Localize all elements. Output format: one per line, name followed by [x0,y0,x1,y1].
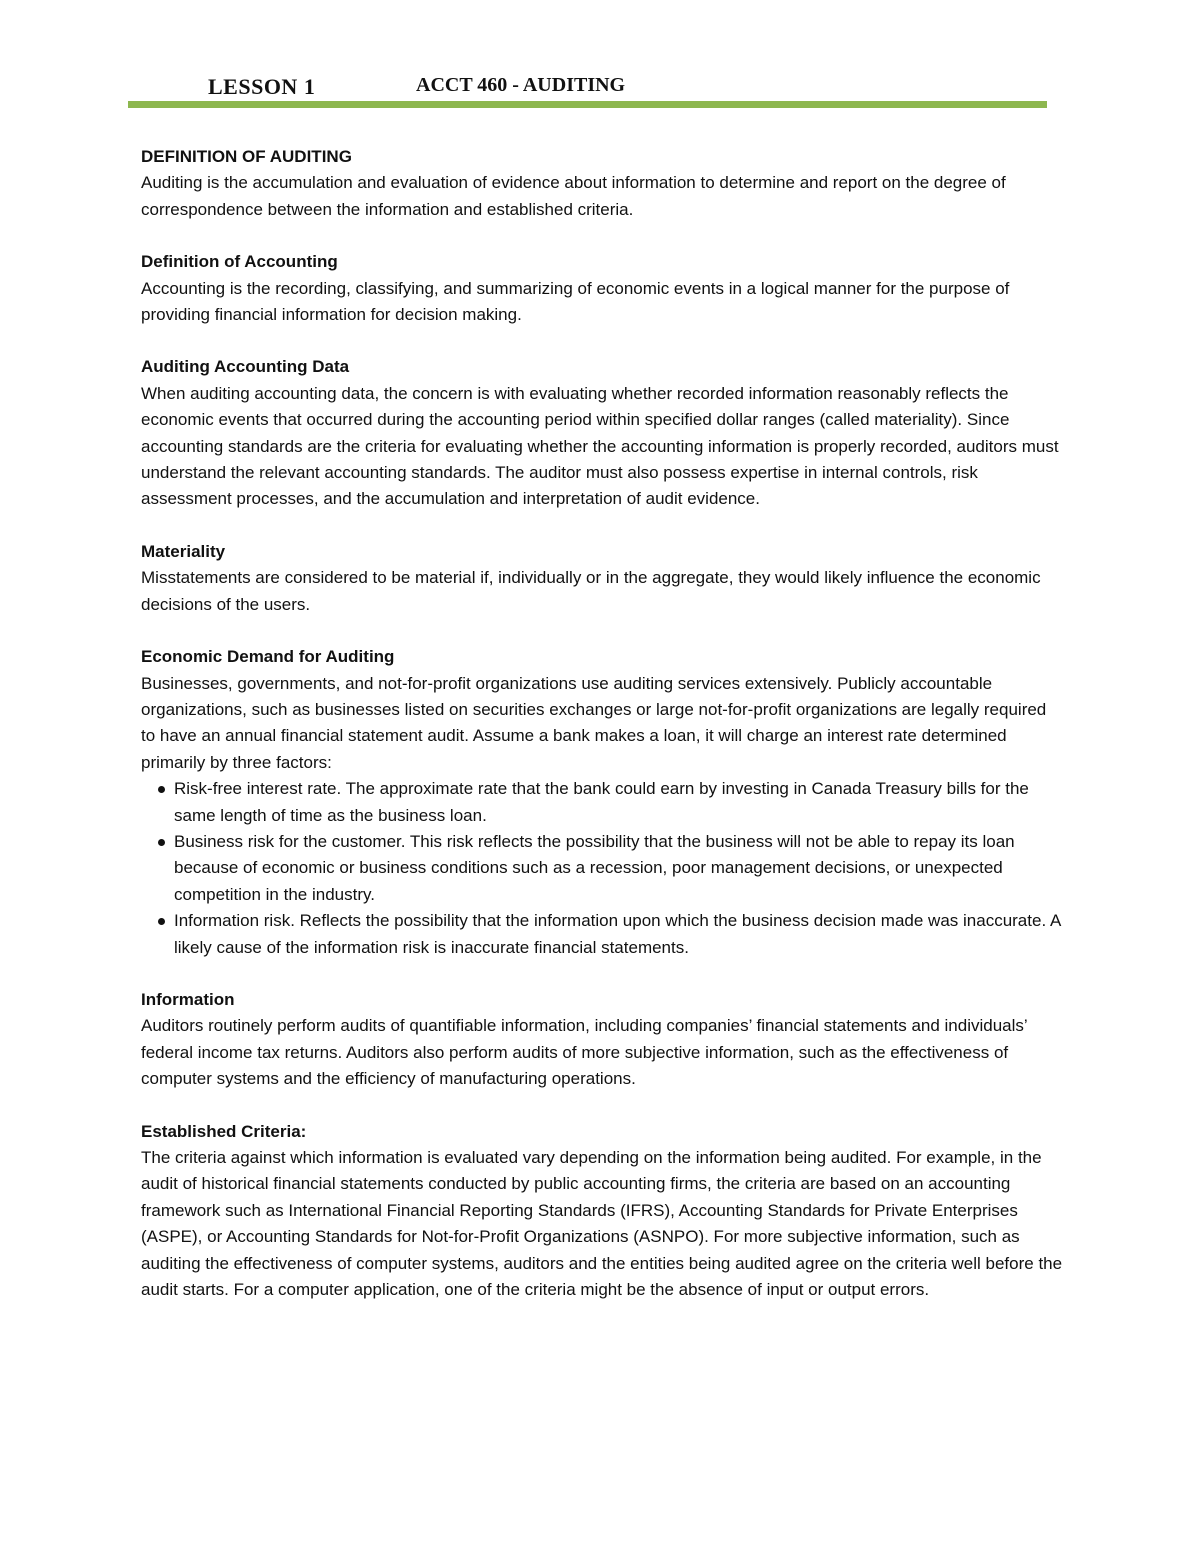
section-paragraph: The criteria against which information is evaluated vary depending on the information being audited. For example, in the audit of historical financial statements conducted by public accounting firms, the criteria are based on an accounting framework such as International Financial Reporting Standards (IFRS), Accounting Standards for Private Enterprises (ASPE), or Accounting Standards for Not-for-Profit Organizations (ASNPO). For more subjective information, such as auditing the effectiveness of computer systems, auditors and the entities being audited agree on the criteria well before the audit starts. For a computer application, one of the criteria might be the absence of input or output errors. [141,1148,1063,1300]
section-paragraph: When auditing accounting data, the concern is with evaluating whether recorded information reasonably reflects the economic events that occurred during the accounting period within specified dollar ranges (called materiality). Since accounting standards are the criteria for evaluating whether the accounting information is properly recorded, auditors must understand the relevant accounting standards. The auditor must also possess expertise in internal controls, risk assessment processes, and the accumulation and interpretation of audit evidence. [141,383,1059,509]
section-auditing-definition [141,144,1063,223]
document-body [141,144,1063,1329]
section-established-criteria [141,1119,1063,1304]
section-accounting-definition [141,249,1063,328]
section-paragraph: Auditors routinely perform audits of quantifiable information, including companies’ financial statements and individuals’ federal income tax returns. Auditors also perform audits of more subjective information, such as the effectiveness of computer systems and the efficiency of manufacturing operations. [141,1016,1028,1089]
list-item-information-risk: Information risk. Reflects the possibility that the information upon which the business decision made was inaccurate. A likely cause of the information risk is inaccurate financial statements. [141,908,1063,961]
list-item-risk-free-rate: Risk-free interest rate. The approximate rate that the bank could earn by investing in Canada Treasury bills for the same length of time as the business loan. [141,776,1063,829]
header-divider [128,101,1047,108]
section-heading: Definition of Accounting [141,252,338,272]
section-economic-demand [141,644,1063,961]
section-heading: Information [141,989,235,1009]
section-heading: Economic Demand for Auditing [141,647,395,667]
section-paragraph: Misstatements are considered to be material if, individually or in the aggregate, they would likely influence the economic decisions of the users. [141,568,1041,614]
section-paragraph: Auditing is the accumulation and evaluation of evidence about information to determine and report on the degree of correspondence between the information and established criteria. [141,173,1006,219]
lesson-label: LESSON 1 [208,74,316,99]
section-heading: DEFINITION OF AUDITING [141,147,352,166]
section-heading: Materiality [141,541,226,561]
risk-factor-list [141,776,1063,961]
course-title: ACCT 460 - AUDITING [416,74,626,96]
section-heading: Auditing Accounting Data [141,357,350,377]
list-item-business-risk: Business risk for the customer. This risk reflects the possibility that the business will not be able to repay its loan because of economic or business conditions such as a recession, poor management decisions, or unexpected competition in the industry. [141,829,1063,908]
section-paragraph: Businesses, governments, and not-for-profit organizations use auditing services extensively. Publicly accountable organizations, such as businesses listed on securities exchanges or large not-for-profit organizations are legally required to have an annual financial statement audit. Assume a bank makes a loan, it will charge an interest rate determined primarily by three factors: [141,673,1047,772]
section-heading: Established Criteria: [141,1121,307,1141]
section-auditing-accounting-data [141,354,1063,512]
section-information [141,987,1063,1093]
section-paragraph: Accounting is the recording, classifying, and summarizing of economic events in a logical manner for the purpose of providing financial information for decision making. [141,278,1010,325]
section-materiality [141,539,1063,618]
